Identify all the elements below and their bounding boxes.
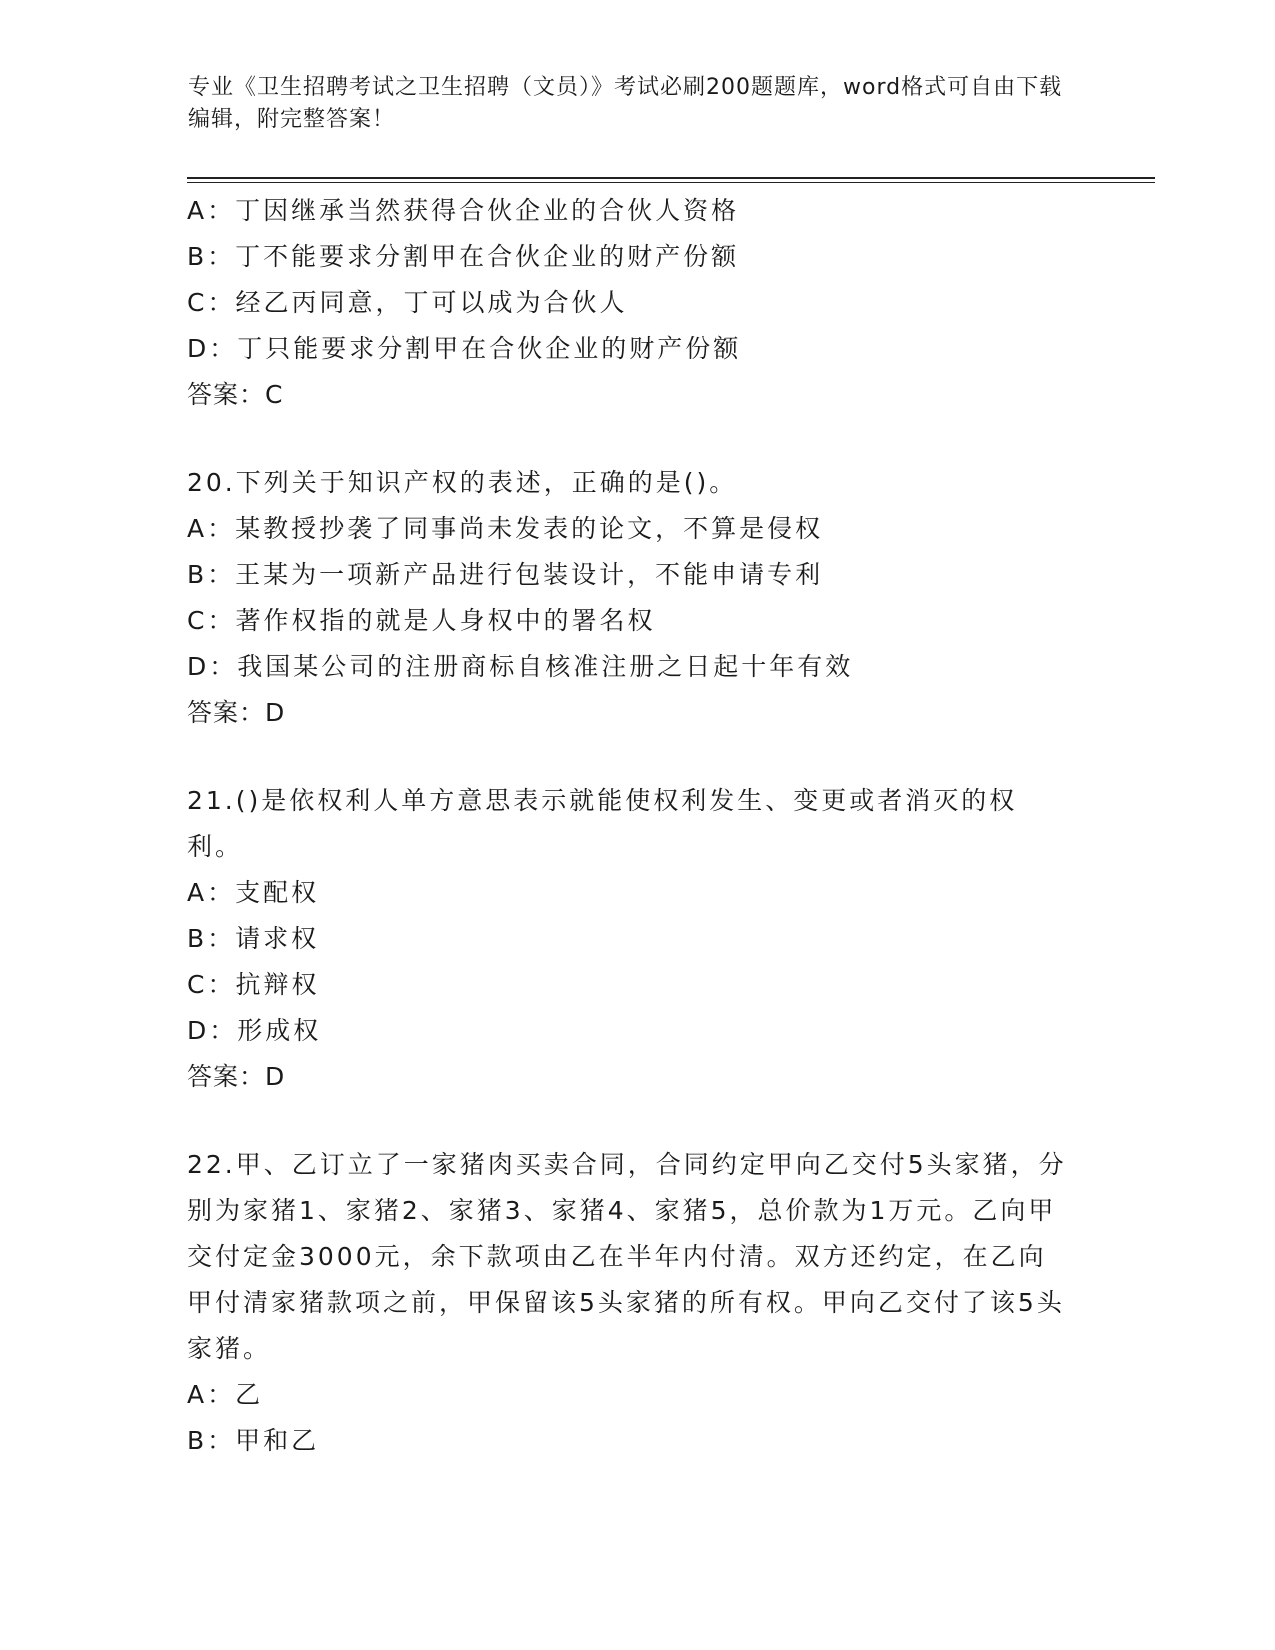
question-22-option-a: A：乙 bbox=[187, 1380, 264, 1409]
question-22-stem: 22.甲、乙订立了一家猪肉买卖合同，合同约定甲向乙交付5头家猪，分别为家猪1、家猪2、家猪3、家猪4、家猪5，总价款为1万元。乙向甲交付定金3000元，余下款项由乙在半年内付清。双方还约定，在乙向甲付清家猪款项之前，甲保留该5头家猪的所有权。甲向乙交付了该5头家猪。 bbox=[187, 1150, 1067, 1363]
spacer bbox=[187, 1100, 1087, 1142]
question-21-answer: 答案：D bbox=[187, 1062, 286, 1091]
question-20-option-a: A：某教授抄袭了同事尚未发表的论文，不算是侵权 bbox=[187, 514, 824, 543]
question-20-answer: 答案：D bbox=[187, 698, 286, 727]
header-divider-thin bbox=[187, 182, 1155, 183]
question-19-block bbox=[187, 188, 1087, 418]
question-19-option-a: A：丁因继承当然获得合伙企业的合伙人资格 bbox=[187, 196, 740, 225]
question-19-option-c: C：经乙丙同意，丁可以成为合伙人 bbox=[187, 288, 628, 317]
question-19-option-d: D：丁只能要求分割甲在合伙企业的财产份额 bbox=[187, 334, 742, 363]
question-21-option-a: A：支配权 bbox=[187, 878, 320, 907]
question-20-option-c: C：著作权指的就是人身权中的署名权 bbox=[187, 606, 656, 635]
question-20-block bbox=[187, 460, 1087, 736]
question-21-option-b: B：请求权 bbox=[187, 924, 320, 953]
question-21-option-d: D：形成权 bbox=[187, 1016, 322, 1045]
question-21-stem: 21.()是依权利人单方意思表示就能使权利发生、变更或者消灭的权利。 bbox=[187, 786, 1018, 861]
spacer bbox=[187, 736, 1087, 778]
header-divider-thick bbox=[187, 177, 1155, 179]
question-22-block bbox=[187, 1142, 1087, 1464]
question-20-option-b: B：王某为一项新产品进行包装设计，不能申请专利 bbox=[187, 560, 824, 589]
question-21-block bbox=[187, 778, 1087, 1100]
question-19-option-b: B：丁不能要求分割甲在合伙企业的财产份额 bbox=[187, 242, 740, 271]
spacer bbox=[187, 418, 1087, 460]
question-20-stem: 20.下列关于知识产权的表述，正确的是()。 bbox=[187, 468, 738, 497]
question-21-option-c: C：抗辩权 bbox=[187, 970, 320, 999]
document-header-title: 专业《卫生招聘考试之卫生招聘（文员）》考试必刷200题题库，word格式可自由下载编辑，附完整答案！ bbox=[188, 75, 1063, 132]
question-content bbox=[187, 188, 1087, 1464]
question-19-answer: 答案：C bbox=[187, 380, 284, 409]
question-22-option-b: B：甲和乙 bbox=[187, 1426, 320, 1455]
question-20-option-d: D：我国某公司的注册商标自核准注册之日起十年有效 bbox=[187, 652, 854, 681]
